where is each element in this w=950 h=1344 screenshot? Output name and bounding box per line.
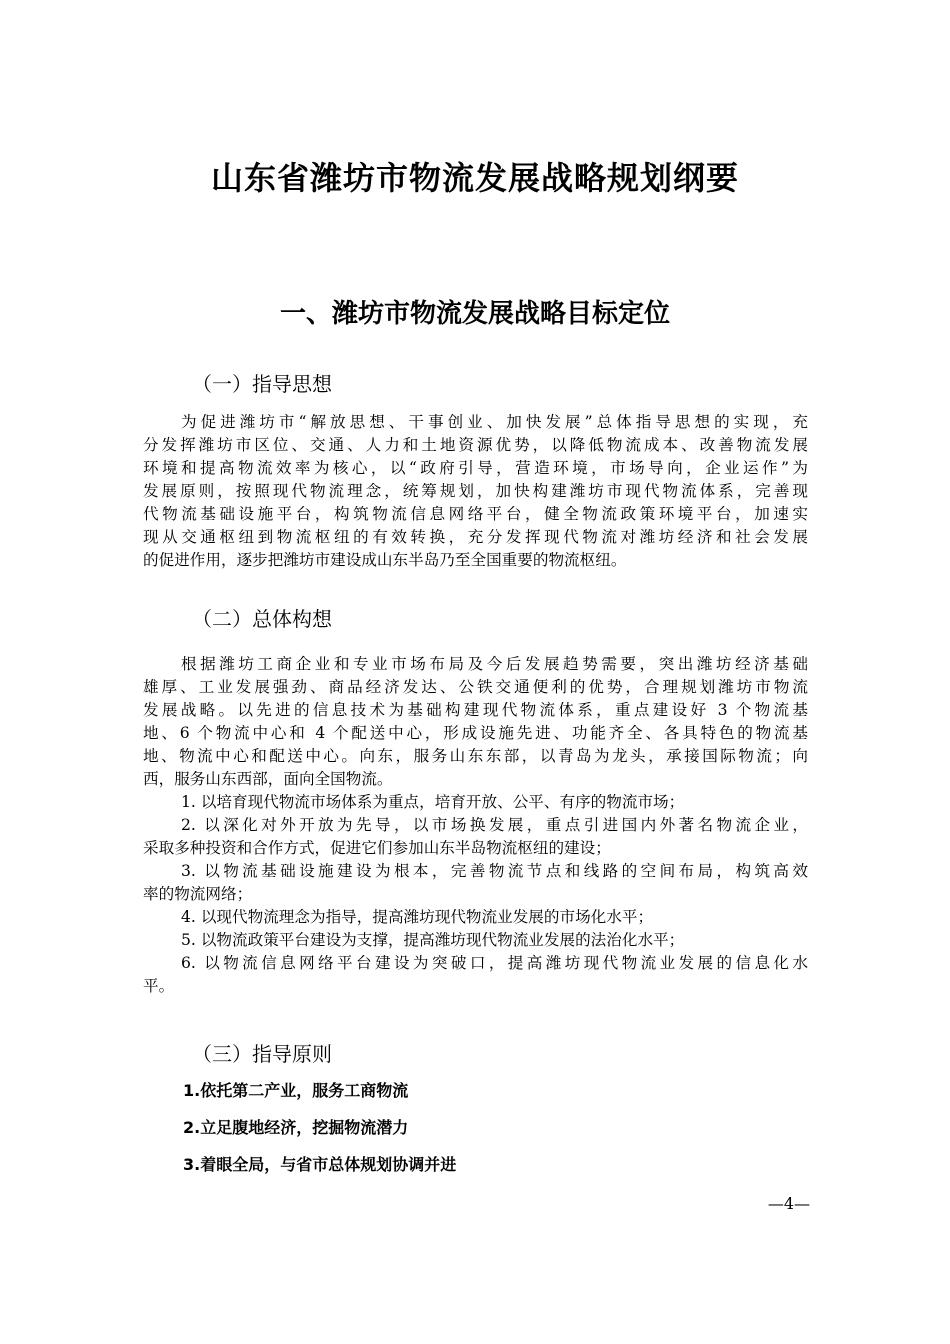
- paragraph-line: 分发挥潍坊市区位、交通、人力和土地资源优势，以降低物流成本、改善物流发展: [143, 436, 808, 454]
- list-item: 3. 以物流基础设施建设为根本，完善物流节点和线路的空间布局，构筑高效: [181, 862, 808, 880]
- paragraph-line: 地、6 个物流中心和 4 个配送中心，形成设施先进、功能齐全、各具特色的物流基: [143, 724, 808, 742]
- subsection-heading-guiding-ideology: （一）指导思想: [192, 372, 332, 396]
- paragraph-line: 西，服务山东西部，面向全国物流。: [143, 770, 393, 788]
- paragraph-line: 地、物流中心和配送中心。向东，服务山东东部，以青岛为龙头，承接国际物流；向: [143, 747, 808, 765]
- principle-item: 3.着眼全局，与省市总体规划协调并进: [183, 1155, 457, 1174]
- list-item-continuation: 采取多种投资和合作方式，促进它们参加山东半岛物流枢纽的建设；: [143, 839, 611, 857]
- paragraph-guiding-ideology: [143, 411, 808, 572]
- section-heading: 一、潍坊市物流发展战略目标定位: [279, 299, 670, 329]
- principle-item: 1.依托第二产业，服务工商物流: [183, 1081, 409, 1100]
- paragraph-overall-concept: [143, 653, 808, 998]
- document-title: 山东省潍坊市物流发展战略规划纲要: [210, 159, 739, 197]
- list-item: 4. 以现代物流理念为指导，提高潍坊现代物流业发展的市场化水平；: [181, 908, 654, 926]
- subsection-heading-guiding-principles: （三）指导原则: [192, 1042, 332, 1066]
- list-item: 1. 以培育现代物流市场体系为重点，培育开放、公平、有序的物流市场；: [181, 793, 685, 811]
- paragraph-line: 现从交通枢纽到物流枢纽的有效转换，充分发挥现代物流对潍坊经济和社会发展: [143, 528, 808, 546]
- principle-item: 2.立足腹地经济，挖掘物流潜力: [183, 1118, 409, 1137]
- list-item-continuation: 率的物流网络；: [143, 885, 253, 903]
- paragraph-line: 环境和提高物流效率为核心，以“政府引导，营造环境，市场导向，企业运作”为: [143, 459, 808, 477]
- list-item: 2. 以深化对外开放为先导，以市场换发展，重点引进国内外著名物流企业，: [181, 816, 808, 834]
- paragraph-line: 发展原则，按照现代物流理念，统筹规划，加快构建潍坊市现代物流体系，完善现: [143, 482, 808, 500]
- paragraph-line: 发展战略。以先进的信息技术为基础构建现代物流体系，重点建设好 3 个物流基: [143, 701, 808, 719]
- paragraph-line: 代物流基础设施平台，构筑物流信息网络平台，健全物流政策环境平台，加速实: [143, 505, 808, 523]
- paragraph-line: 的促进作用，逐步把潍坊市建设成山东半岛乃至全国重要的物流枢纽。: [143, 551, 627, 569]
- list-item: 6. 以物流信息网络平台建设为突破口，提高潍坊现代物流业发展的信息化水: [181, 954, 808, 972]
- subsection-heading-overall-concept: （二）总体构想: [192, 607, 332, 631]
- list-item: 5. 以物流政策平台建设为支撑，提高潍坊现代物流业发展的法治化水平；: [181, 931, 685, 949]
- paragraph-line: 雄厚、工业发展强劲、商品经济发达、公铁交通便利的优势，合理规划潍坊市物流: [143, 678, 808, 696]
- paragraph-line: 根据潍坊工商企业和专业市场布局及今后发展趋势需要，突出潍坊经济基础: [181, 655, 808, 673]
- list-item-continuation: 平。: [143, 977, 175, 995]
- page-number: —4—: [767, 1194, 810, 1213]
- paragraph-line: 为促进潍坊市“解放思想、干事创业、加快发展”总体指导思想的实现，充: [181, 413, 808, 431]
